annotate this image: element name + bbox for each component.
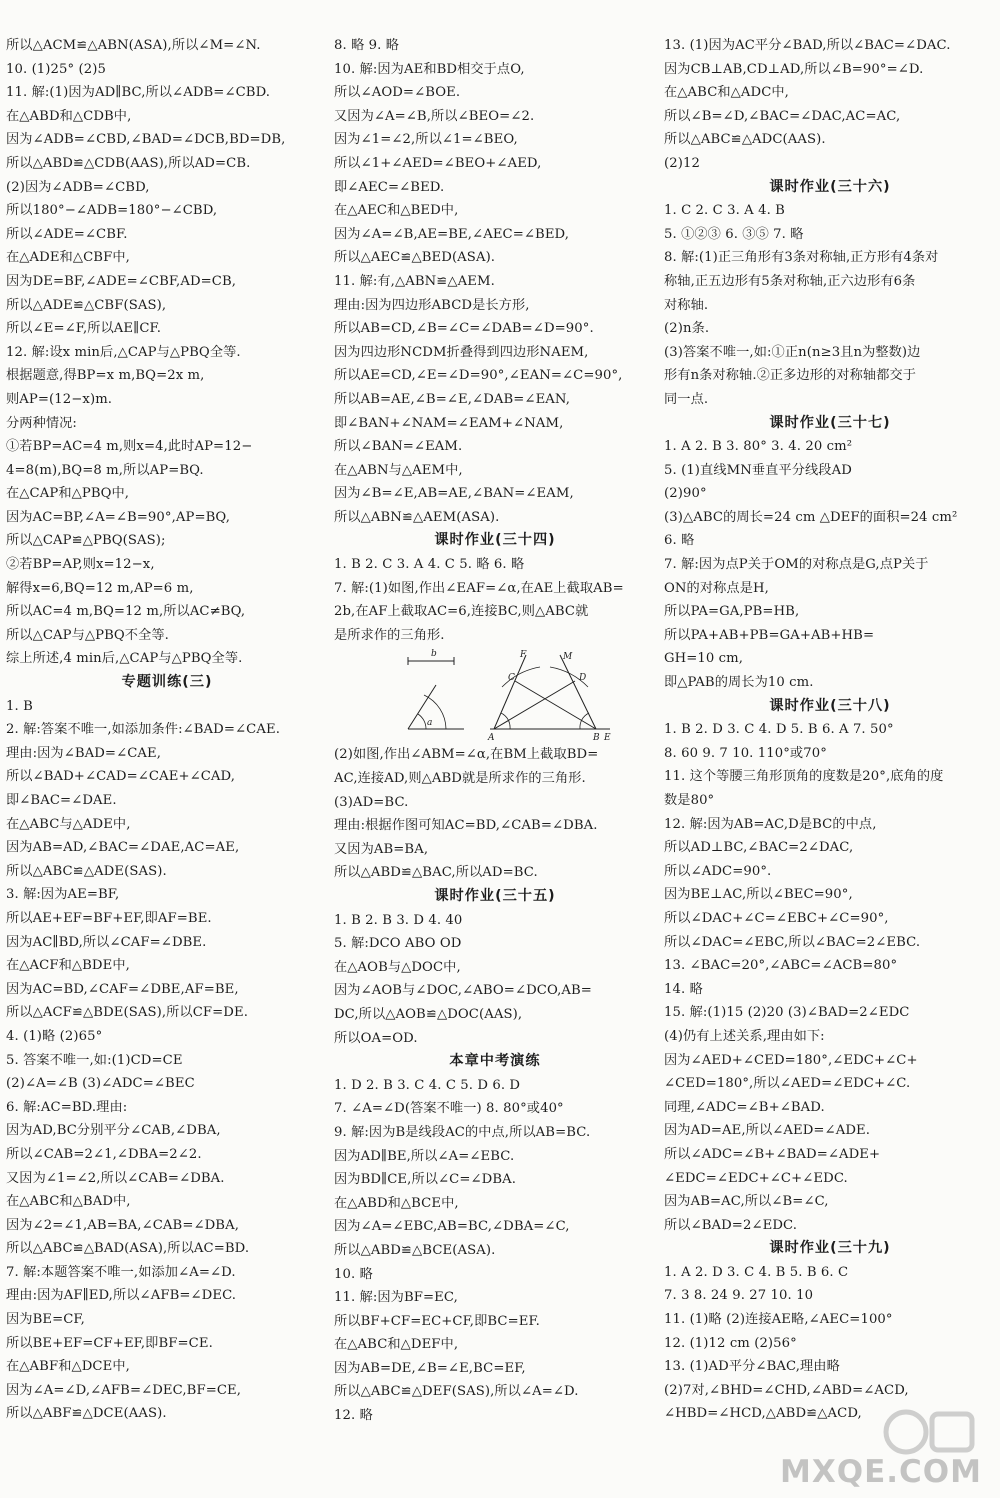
answer-line: 6. 解:AC=BD.理由: <box>6 1099 128 1115</box>
label-F: F <box>520 650 527 661</box>
answer-line: 所以AE=CD,∠E=∠D=90°,∠EAN=∠C=90°, <box>334 368 623 384</box>
answer-line: 所以∠CAB=2∠1,∠DBA=2∠2. <box>6 1146 202 1162</box>
answer-line: 因为BE⊥AC,所以∠BEC=90°, <box>664 887 853 903</box>
answer-line: GH=10 cm, <box>664 651 744 667</box>
answer-line: ∠CED=180°,所以∠AED=∠EDC+∠C. <box>664 1076 911 1092</box>
answer-line: 11. 这个等腰三角形顶角的度数是20°,底角的度 <box>664 769 944 785</box>
answer-line: 所以∠BAN=∠EAM. <box>334 439 463 455</box>
answer-line: (2)∠A=∠B (3)∠ADC=∠BEC <box>6 1076 195 1092</box>
answer-line: 所以∠ADC=∠B+∠BAD=∠ADE+ <box>664 1146 881 1162</box>
answer-line: 是所求作的三角形. <box>334 627 445 643</box>
answer-line: 1. B 2. D 3. C 4. D 5. B 6. A 7. 50° <box>664 722 894 738</box>
answer-line: (3)△ABC的周长=24 cm △DEF的面积=24 cm² <box>664 509 958 525</box>
answer-line: 8. 略 9. 略 <box>334 38 400 53</box>
answer-line: 12. 解:设x min后,△CAP与△PBQ全等. <box>6 344 241 360</box>
answer-line: 1. B 2. B 3. D 4. 40 <box>334 912 463 928</box>
answer-line: 7. 解:(1)如图,作出∠EAF=∠α,在AE上截取AB= <box>334 580 624 596</box>
label-D: D <box>579 673 587 684</box>
answer-line: 所以AC=4 m,BQ=12 m,所以AC≠BQ, <box>6 604 246 620</box>
arc-right <box>580 713 589 729</box>
answer-line: 在△ABD和△CDB中, <box>6 108 132 124</box>
answer-line: 在△ABD和△BCE中, <box>334 1195 459 1211</box>
answer-line: 所以△ABN≌△AEM(ASA). <box>334 509 500 525</box>
answer-line: (2)7对,∠BHD=∠CHD,∠ABD=∠ACD, <box>664 1382 909 1398</box>
answer-line: ∠HBD=∠HCD,△ABD≌△ACD, <box>664 1406 862 1422</box>
answer-line: 所以∠AOD=∠BOE. <box>334 85 461 101</box>
answer-line: 所以AB=CD,∠B=∠C=∠DAB=∠D=90°. <box>334 321 594 337</box>
label-b: b <box>431 649 437 660</box>
answer-line: 即∠BAN+∠NAM=∠EAM+∠NAM, <box>334 415 564 431</box>
answer-line: 11. 解:有,△ABN≌△AEM. <box>334 273 495 289</box>
answer-line: 10. 略 <box>334 1266 373 1282</box>
answer-line: (2)12 <box>664 155 700 171</box>
answer-line: (2)n条. <box>664 321 710 337</box>
answer-line: 因为AB=AC,所以∠B=∠C, <box>664 1194 829 1210</box>
answer-line: 又因为∠A=∠B,所以∠BEO=∠2. <box>334 108 535 124</box>
answer-line: 1. B <box>6 698 33 714</box>
ray-AF <box>494 655 526 729</box>
answer-line: 因为CB⊥AB,CD⊥AD,所以∠B=90°=∠D. <box>664 61 924 77</box>
answer-line: 5. 答案不唯一,如:(1)CD=CE <box>6 1052 183 1068</box>
section-heading: 专题训练(三) <box>121 674 213 691</box>
answer-line: ∠EDC=∠EDC+∠C+∠EDC. <box>664 1170 848 1186</box>
answer-line: 所以△ABC≌△ADE(SAS). <box>6 863 167 879</box>
answer-line: 又因为∠1=∠2,所以∠CAB=∠DBA. <box>6 1170 225 1186</box>
answer-line: 因为AB=DE,∠B=∠E,BC=EF, <box>334 1360 526 1376</box>
column-middle <box>334 34 656 1428</box>
answer-line: 即∠AEC=∠BED. <box>334 179 445 195</box>
label-M: M <box>563 652 573 663</box>
answer-line: (2)90° <box>664 486 707 502</box>
answer-line: 因为BD∥CE,所以∠C=∠DBA. <box>334 1172 517 1188</box>
answer-line: 5. ①②③ 6. ③⑤ 7. 略 <box>664 226 804 242</box>
answer-line: 7. 3 8. 24 9. 27 10. 10 <box>664 1288 814 1304</box>
answer-line: 在△ACF和△BDE中, <box>6 958 130 974</box>
answer-line: 因为AD∥BE,所以∠A=∠EBC. <box>334 1148 515 1164</box>
answer-line: 因为∠AOB与∠DOC,∠ABO=∠DCO,AB= <box>334 983 592 999</box>
answer-line: 12. (1)12 cm (2)56° <box>664 1335 797 1351</box>
answer-line: (2)如图,作出∠ABM=∠α,在BM上截取BD= <box>334 747 599 763</box>
answer-line: 5. 解:DCO ABO OD <box>334 936 462 952</box>
answer-line: 分两种情况: <box>6 415 77 431</box>
section-heading: 课时作业(三十五) <box>434 888 556 904</box>
answer-line: 因为∠A=∠B,AE=BE,∠AEC=∠BED, <box>334 226 570 242</box>
angle-alpha-arc <box>418 714 426 729</box>
answer-line: AC,连接AD,则△ABD就是所求作的三角形. <box>334 771 586 787</box>
section-heading: 课时作业(三十八) <box>769 697 891 714</box>
answer-line: 因为AD,BC分别平分∠CAB,∠DBA, <box>6 1123 221 1139</box>
answer-line: 解得x=6,BQ=12 m,AP=6 m, <box>6 580 194 596</box>
answer-line: 在△ABC与△ADE中, <box>6 816 131 832</box>
answer-line: 1. A 2. B 3. 80° 3. 4. 20 cm² <box>664 439 853 455</box>
answer-line: 所以∠E=∠F,所以AE∥CF. <box>6 321 162 337</box>
answer-line: 11. 解:因为BF=EC, <box>334 1290 458 1306</box>
answer-line: 综上所述,4 min后,△CAP与△PBQ全等. <box>6 651 243 667</box>
answer-line: 所以∠1+∠AED=∠BEO+∠AED, <box>334 155 542 171</box>
answer-line: 7. 解:因为点P关于OM的对称点是G,点P关于 <box>664 557 929 573</box>
answer-line: 所以△CAP与△PBQ不全等. <box>6 627 169 643</box>
column-left <box>6 34 328 1426</box>
answer-line: 因为∠AED+∠CED=180°,∠EDC+∠C+ <box>664 1052 918 1068</box>
answer-line: 5. (1)直线MN垂直平分线段AD <box>664 462 852 478</box>
answer-line: 在△ABC和△DEF中, <box>334 1337 459 1353</box>
answer-line: 10. (1)25° (2)5 <box>6 61 106 77</box>
answer-line: 理由:因为四边形ABCD是长方形, <box>334 297 530 313</box>
answer-line: 所以△CAP≌△PBQ(SAS); <box>6 533 166 549</box>
answer-line: 根据题意,得BP=x m,BQ=2x m, <box>6 368 205 384</box>
answer-line: 12. 解:因为AB=AC,D是BC的中点, <box>664 816 877 832</box>
answer-line: 8. 解:(1)正三角形有3条对称轴,正方形有4条对 <box>664 250 939 266</box>
answer-line: 所以△ABD≌△CDB(AAS),所以AD=CB. <box>6 155 251 171</box>
answer-line: 同一点. <box>664 391 709 407</box>
answer-line: 所以∠B=∠D,∠BAC=∠DAC,AC=AC, <box>664 108 901 124</box>
answer-line: (4)仍有上述关系,理由如下: <box>664 1028 825 1044</box>
answer-line: 在△ABC和△BAD中, <box>6 1194 131 1210</box>
answer-line: 因为∠ADB=∠CBD,∠BAD=∠DCB,BD=DB, <box>6 132 286 148</box>
answer-line: 称轴,正五边形有5条对称轴,正六边形有6条 <box>664 273 916 289</box>
answer-line: 15. 解:(1)15 (2)20 (3)∠BAD=2∠EDC <box>664 1005 910 1021</box>
construction-figure <box>334 647 656 743</box>
answer-line: 9. 解:因为B是线段AC的中点,所以AB=BC. <box>334 1124 591 1140</box>
section-heading: 课时作业(三十九) <box>769 1240 891 1257</box>
answer-line: 理由:根据作图可知AC=BD,∠CAB=∠DBA. <box>334 818 598 834</box>
answer-line: 所以PA+AB+PB=GA+AB+HB= <box>664 627 875 643</box>
answer-line: 因为∠A=∠EBC,AB=BC,∠DBA=∠C, <box>334 1219 570 1235</box>
answer-line: 11. 解:(1)因为AD∥BC,所以∠ADB=∠CBD. <box>6 85 271 101</box>
answer-line: 形有n条对称轴.②正多边形的对称轴都交于 <box>664 368 917 384</box>
answer-line: 数是80° <box>664 793 715 808</box>
answer-line: 在△AEC和△BED中, <box>334 203 459 219</box>
answer-line: 在△ABN与△AEM中, <box>334 462 463 478</box>
answer-line: 11. (1)略 (2)连接AE略,∠AEC=100° <box>664 1312 893 1328</box>
answer-line: 在△AOB与△DOC中, <box>334 959 461 975</box>
answer-line: 4. (1)略 (2)65° <box>6 1028 103 1044</box>
answer-line: 因为AD=AE,所以∠AED=∠ADE. <box>664 1123 871 1139</box>
column-middle-top <box>334 34 656 647</box>
column-middle-bottom <box>334 743 656 1427</box>
answer-line: 1. D 2. B 3. C 4. C 5. D 6. D <box>334 1077 521 1093</box>
section-heading: 课时作业(三十六) <box>769 178 891 195</box>
answer-line: 在△ABF和△DCE中, <box>6 1359 130 1375</box>
answer-line: 7. ∠A=∠D(答案不唯一) 8. 80°或40° <box>334 1101 564 1117</box>
segment-AD <box>494 681 575 729</box>
answer-line: 所以△ABD≌△BAC,所以AD=BC. <box>334 865 538 881</box>
answer-line: 则AP=(12−x)m. <box>6 391 113 407</box>
section-heading: 本章中考演练 <box>449 1053 541 1070</box>
answer-line: 13. (1)因为AC平分∠BAD,所以∠BAC=∠DAC. <box>664 38 951 53</box>
answer-line: 因为AB=AD,∠BAC=∠DAE,AC=AE, <box>6 840 240 856</box>
answer-line: 所以△ACF≌△BDE(SAS),所以CF=DE. <box>6 1005 248 1021</box>
answer-line: 即∠BAC=∠DAE. <box>6 793 117 808</box>
answer-line: 10. 解:因为AE和BD相交于点O, <box>334 61 525 77</box>
answer-line: 13. (1)AD平分∠BAC,理由略 <box>664 1359 840 1375</box>
answer-line: 所以△AEC≌△BED(ASA). <box>334 250 496 266</box>
answer-line: 所以∠ADC=90°. <box>664 863 772 879</box>
answer-line: 7. 解:本题答案不唯一,如添加∠A=∠D. <box>6 1264 236 1280</box>
answer-line: 所以∠BAD+∠CAD=∠CAE+∠CAD, <box>6 769 236 785</box>
answer-line: ON的对称点是H, <box>664 580 769 596</box>
answer-line: ②若BP=AP,则x=12−x, <box>6 557 155 573</box>
label-C: C <box>508 673 515 684</box>
answer-line: 所以BF+CF=EC+CF,即BC=EF. <box>334 1313 540 1329</box>
answer-line: 所以△ABD≌△BCE(ASA). <box>334 1242 496 1258</box>
answer-line: (3)答案不唯一,如:①正n(n≥3且n为整数)边 <box>664 344 921 360</box>
answer-line: 4=8(m),BQ=8 m,所以AP=BQ. <box>6 462 204 478</box>
answer-line: 在△CAP和△PBQ中, <box>6 486 130 502</box>
answer-line: 所以OA=OD. <box>334 1030 418 1046</box>
answer-line: 因为四边形NCDM折叠得到四边形NAEM, <box>334 344 589 360</box>
answer-line: (3)AD=BC. <box>334 794 409 810</box>
watermark-circle-icon <box>886 1412 926 1452</box>
label-A: A <box>488 733 495 744</box>
answer-line: 因为BE=CF, <box>6 1312 85 1328</box>
answer-line: 因为AC=BP,∠A=∠B=90°,AP=BQ, <box>6 509 230 525</box>
answer-line: 1. B 2. C 3. A 4. C 5. 略 6. 略 <box>334 557 525 573</box>
answer-line: 6. 略 <box>664 533 695 549</box>
answer-line: 因为AC∥BD,所以∠CAF=∠DBE. <box>6 934 207 950</box>
answer-line: 12. 略 <box>334 1408 373 1424</box>
answer-line: 14. 略 <box>664 981 703 997</box>
watermark-text: MXQE.COM <box>779 1454 982 1490</box>
answer-line: 因为∠1=∠2,所以∠1=∠BEO, <box>334 132 518 148</box>
answer-line: 因为∠2=∠1,AB=BA,∠CAB=∠DBA, <box>6 1217 240 1233</box>
answer-line: 所以△ABC≌△BAD(ASA),所以AC=BD. <box>6 1241 250 1257</box>
answer-line: 所以△ABF≌△DCE(AAS). <box>6 1406 167 1422</box>
answer-line: 因为∠A=∠D,∠AFB=∠DEC,BF=CE, <box>6 1382 242 1398</box>
answer-line: 所以AB=AE,∠B=∠E,∠DAB=∠EAN, <box>334 391 571 407</box>
answer-line: 2. 解:答案不唯一,如添加条件:∠BAD=∠CAE. <box>6 722 280 738</box>
answer-line: 即△PAB的周长为10 cm. <box>664 675 814 691</box>
label-B: B <box>593 733 600 744</box>
answer-line: 理由:因为AF∥ED,所以∠AFB=∠DEC. <box>6 1288 237 1304</box>
answer-line: 同理,∠ADC=∠B+∠BAD. <box>664 1099 825 1115</box>
answer-line: 8. 60 9. 7 10. 110°或70° <box>664 745 827 761</box>
answer-line: 所以∠ADE=∠CBF. <box>6 226 128 242</box>
answer-line: 所以△ACM≌△ABN(ASA),所以∠M=∠N. <box>6 38 261 53</box>
answer-line: 所以△ADE≌△CBF(SAS), <box>6 297 167 313</box>
answer-line: 所以AD⊥BC,∠BAC=2∠DAC, <box>664 840 854 856</box>
answer-line: 所以PA=GA,PB=HB, <box>664 604 800 620</box>
answer-line: 所以∠DAC+∠C=∠EBC+∠C=90°, <box>664 910 889 926</box>
answer-line: 在△ADE和△CBF中, <box>6 250 130 266</box>
answer-line: 在△ABC和△ADC中, <box>664 85 789 101</box>
answer-line: 因为AC=BD,∠CAF=∠DBE,AF=BE, <box>6 981 239 997</box>
answer-line: 13. ∠BAC=20°,∠ABC=∠ACB=80° <box>664 958 898 974</box>
label-alpha: a <box>427 718 433 729</box>
answer-line: ①若BP=AC=4 m,则x=4,此时AP=12− <box>6 439 253 455</box>
answer-line: 对称轴. <box>664 297 709 313</box>
answer-line: 又因为AB=BA, <box>334 841 429 857</box>
watermark-square-icon <box>932 1414 972 1450</box>
answer-line: 因为DE=BF,∠ADE=∠CBF,AD=CB, <box>6 273 237 289</box>
answer-line: 所以∠BAD=2∠EDC. <box>664 1217 798 1233</box>
answer-line: 1. C 2. C 3. A 4. B <box>664 203 785 219</box>
label-E: E <box>604 733 611 744</box>
answer-line: 1. A 2. D 3. C 4. B 5. B 6. C <box>664 1264 849 1280</box>
arc-left <box>501 713 510 729</box>
section-heading: 课时作业(三十四) <box>434 532 556 549</box>
answer-line: 所以180°−∠ADB=180°−∠CBD, <box>6 203 218 219</box>
answer-line: 所以BE+EF=CF+EF,即BF=CE. <box>6 1335 213 1351</box>
section-heading: 课时作业(三十七) <box>769 414 891 431</box>
answer-line: (2)因为∠ADB=∠CBD, <box>6 179 150 195</box>
answer-line: 所以△ABC≌△ADC(AAS). <box>664 132 826 148</box>
answer-line: DC,所以△AOB≌△DOC(AAS), <box>334 1006 523 1022</box>
answer-line: 所以∠DAC=∠EBC,所以∠BAC=2∠EBC. <box>664 934 921 950</box>
answer-line: 所以△ABC≌△DEF(SAS),所以∠A=∠D. <box>334 1384 579 1400</box>
column-right <box>664 34 996 1426</box>
answer-line: 2b,在AF上截取AC=6,连接BC,则△ABC就 <box>334 604 589 620</box>
answer-line: 因为∠B=∠E,AB=AE,∠BAN=∠EAM, <box>334 486 574 502</box>
answer-line: 所以AE+EF=BF+EF,即AF=BE. <box>6 910 212 926</box>
answer-line: 理由:因为∠BAD=∠CAE, <box>6 745 162 761</box>
answer-line: 3. 解:因为AE=BF, <box>6 887 120 903</box>
